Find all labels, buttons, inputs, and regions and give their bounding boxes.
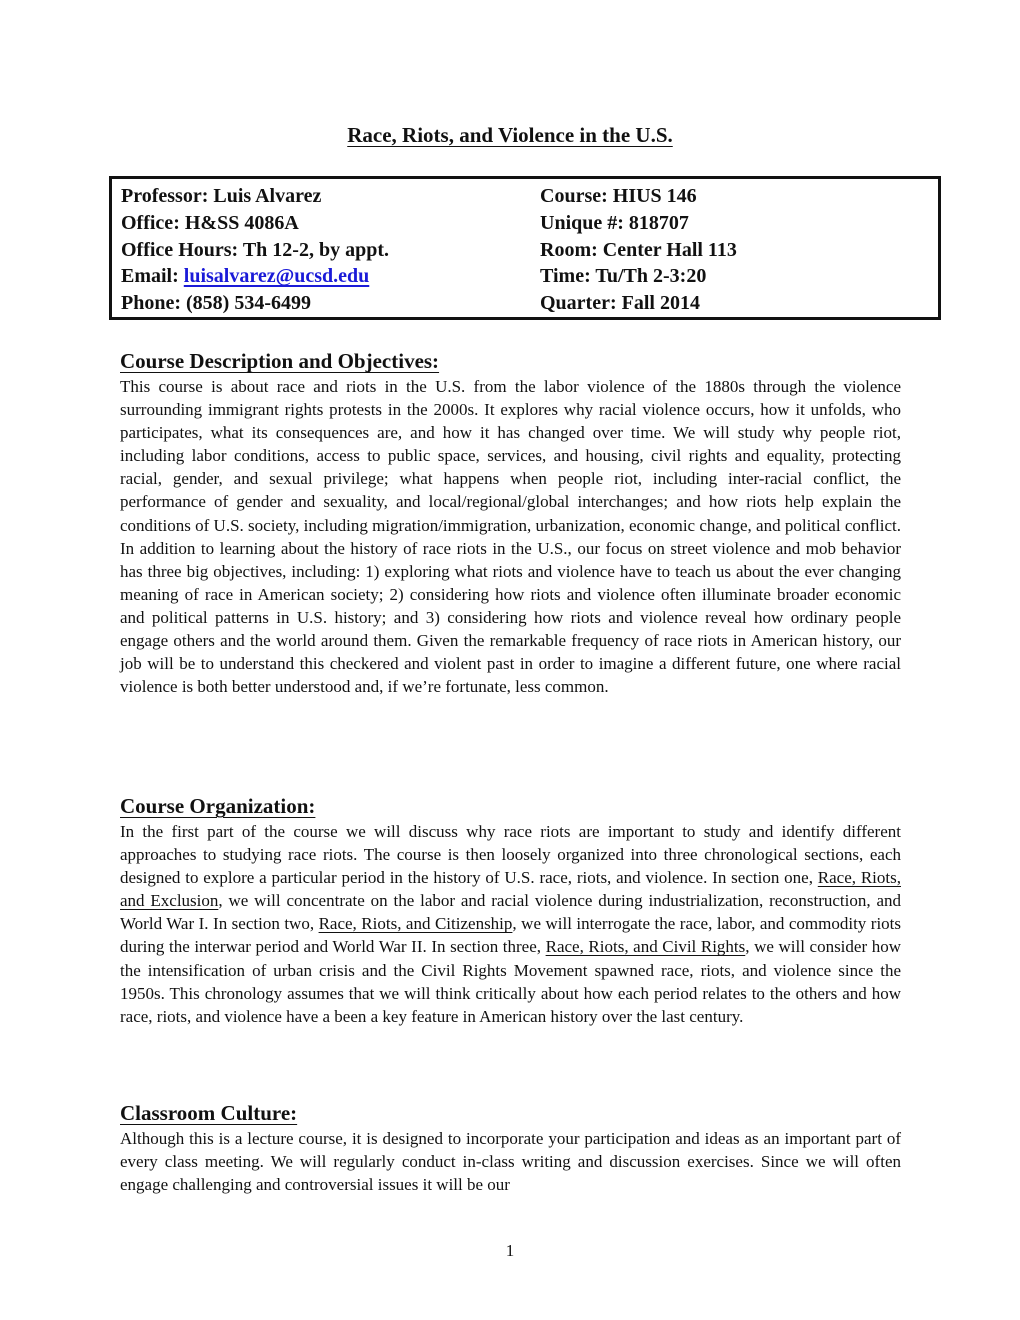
document-title	[0, 121, 1020, 149]
organization-text-1: In the first part of the course we will discuss why race riots are important to study and identify different approaches to studying race riots. The course is then loosely organized into three chronological sections, each designed to explore a particular period in the history of U.S. race, riots, and violence. In section one,	[120, 822, 901, 888]
course-description-heading-text: Course Description and Objectives:	[120, 349, 440, 373]
unique-number-label: Unique #:	[540, 211, 624, 234]
course-info-right-column	[540, 183, 737, 317]
office-value: H&SS 4086A	[184, 211, 299, 234]
phone-label: Phone:	[121, 292, 181, 315]
phone-value: (858) 534-6499	[186, 292, 311, 315]
office-hours-row	[121, 237, 389, 264]
course-organization-heading-text: Course Organization:	[120, 794, 316, 818]
time-label: Time:	[540, 265, 591, 288]
course-value: HIUS 146	[612, 185, 697, 207]
professor-value: Luis Alvarez	[213, 185, 322, 207]
quarter-row	[540, 290, 737, 317]
classroom-culture-heading	[120, 1100, 901, 1127]
room-label: Room:	[540, 238, 598, 261]
course-organization-heading	[120, 793, 901, 820]
section-three-title: Race, Riots, and Civil Rights	[545, 937, 746, 957]
course-description-section	[120, 348, 901, 698]
quarter-label: Quarter:	[540, 292, 617, 315]
office-row	[121, 210, 389, 237]
course-row	[540, 183, 737, 210]
organization-text-2: , we will concentrate on the labor and racial violence during industrialization, reconstruction, and World War I. In section two,	[120, 891, 901, 934]
office-hours-value: Th 12-2, by appt.	[242, 238, 389, 261]
page-number: 1	[505, 1241, 515, 1260]
classroom-culture-heading-text: Classroom Culture:	[120, 1101, 298, 1125]
course-info-box	[109, 176, 941, 320]
course-organization-body	[120, 820, 901, 1028]
email-label: Email:	[121, 265, 179, 288]
classroom-culture-body: Although this is a lecture course, it is designed to incorporate your participation and ideas as an important part of every class meeting. We will regularly conduct in-class writing and discussion exercises. Since we will often engage challenging and controversial issues it will be our	[120, 1129, 901, 1195]
phone-row	[121, 290, 389, 317]
professor-row	[121, 183, 389, 210]
email-link[interactable]: luisalvarez@ucsd.edu	[183, 265, 370, 288]
section-two-title: Race, Riots, and Citizenship	[318, 914, 513, 934]
time-row	[540, 263, 737, 290]
section-one-title: Race, Riots, and Exclusion	[120, 868, 901, 911]
course-label: Course:	[540, 185, 608, 207]
email-row	[121, 263, 389, 290]
office-label: Office:	[121, 211, 180, 234]
professor-label: Professor:	[121, 185, 209, 207]
unique-number-value: 818707	[628, 211, 689, 234]
room-value: Center Hall 113	[602, 238, 737, 261]
course-organization-section	[120, 793, 901, 1028]
quarter-value: Fall 2014	[621, 292, 700, 315]
unique-number-row	[540, 210, 737, 237]
office-hours-label: Office Hours:	[121, 238, 239, 261]
organization-text-3: , we will interrogate the race, labor, and commodity riots during the interwar period and World War II. In section three,	[120, 914, 902, 957]
room-row	[540, 237, 737, 264]
organization-text-4: , we will consider how the intensification of urban crisis and the Civil Rights Movement spawned race, riots, and violence since the 1950s. This chronology assumes that we will think critically about how each period relates to the others and how race, riots, and violence have a been a key feature in American history over the last century.	[120, 937, 901, 1026]
course-info-left-column	[121, 183, 389, 317]
document-title-text: Race, Riots, and Violence in the U.S.	[347, 123, 673, 147]
course-description-body: This course is about race and riots in the U.S. from the labor violence of the 1880s through the violence surrounding immigrant rights protests in the 2000s. It explores why racial violence occurs, how it unfolds, who participates, what its consequences are, and how it has changed over time. We will study why people riot, including labor conditions, access to public space, services, and housing, civil rights and equality, protecting racial, gender, and sexual privilege; what happens when people riot, including inter-racial conflict, the performance of gender and sexuality, and local/regional/global interchanges; and how riots help explain the conditions of U.S. society, including migration/immigration, urbanization, economic change, and political conflict. In addition to learning about the history of race riots in the U.S., our focus on street violence and mob behavior has three big objectives, including: 1) exploring what riots and violence have to teach us about the ever changing meaning of race in American society; 2) considering how riots and violence often illuminate broader economic and political patterns in U.S. history; and 3) considering how riots and violence reveal how ordinary people engage others and the world around them. Given the remarkable frequency of race riots in American history, our job will be to understand this checkered and violent past in order to imagine a different future, one where racial violence is both better understood and, if we’re fortunate, less common.	[120, 377, 901, 697]
classroom-culture-section	[120, 1100, 901, 1196]
time-value: Tu/Th 2-3:20	[595, 265, 707, 288]
course-description-heading	[120, 348, 901, 375]
